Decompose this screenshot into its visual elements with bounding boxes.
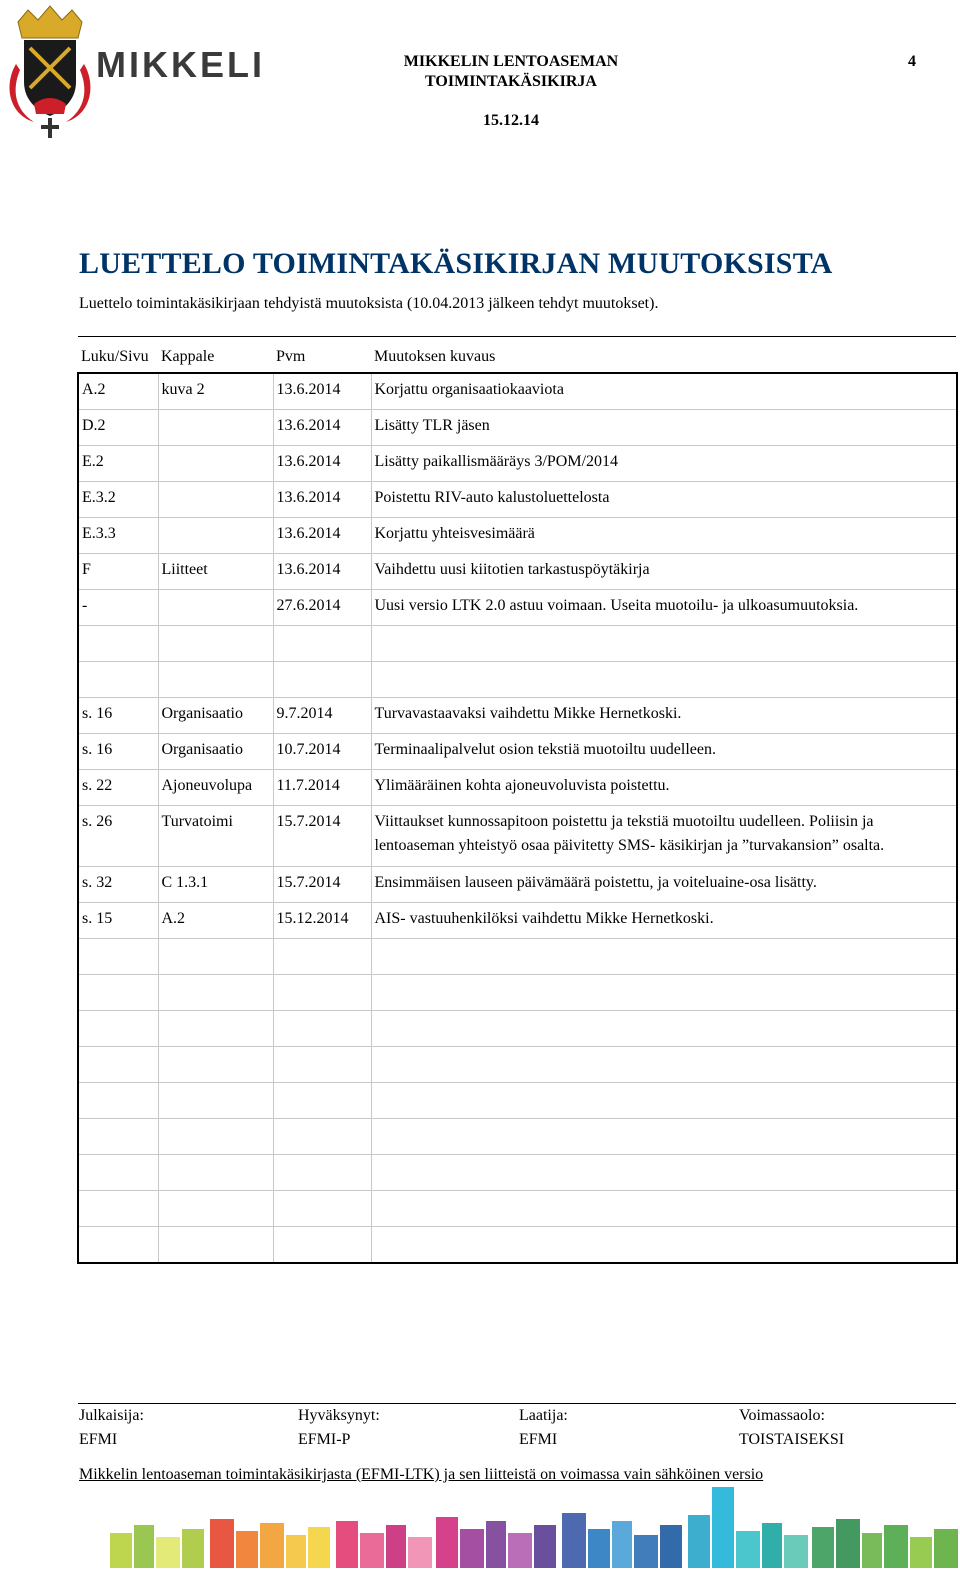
header-date: 15.12.14 <box>483 112 539 129</box>
cell-kuvaus: AIS- vastuuhenkilöksi vaihdettu Mikke Hernetkoski. <box>371 903 957 939</box>
cell-kuvaus: Poistettu RIV-auto kalustoluettelosta <box>371 482 957 518</box>
cell-pvm: 13.6.2014 <box>273 410 371 446</box>
cell-kappale: kuva 2 <box>158 373 273 410</box>
footer-value-julkaisija: EFMI <box>79 1431 118 1448</box>
cell-pvm <box>273 1155 371 1191</box>
cell-luku-sivu: s. 16 <box>78 734 158 770</box>
table-row <box>78 698 957 734</box>
cell-kuvaus <box>371 1191 957 1227</box>
cell-kuvaus: Turvavastaavaksi vaihdettu Mikke Hernetkoski. <box>371 698 957 734</box>
cell-kuvaus <box>371 1227 957 1264</box>
footer-label-julkaisija: Julkaisija: <box>79 1407 144 1424</box>
cell-kappale <box>158 410 273 446</box>
table-row <box>78 806 957 867</box>
cell-luku-sivu: D.2 <box>78 410 158 446</box>
cell-luku-sivu: s. 15 <box>78 903 158 939</box>
cell-pvm <box>273 1191 371 1227</box>
changes-table <box>77 372 958 1264</box>
cell-pvm: 15.7.2014 <box>273 867 371 903</box>
cell-kuvaus <box>371 939 957 975</box>
cell-luku-sivu <box>78 626 158 662</box>
cell-pvm: 9.7.2014 <box>273 698 371 734</box>
table-row <box>78 626 957 662</box>
cell-luku-sivu: A.2 <box>78 373 158 410</box>
cell-luku-sivu <box>78 1083 158 1119</box>
footer-label-voimassaolo: Voimassaolo: <box>739 1407 825 1424</box>
cell-luku-sivu: s. 16 <box>78 698 158 734</box>
table-row <box>78 590 957 626</box>
page-title: LUETTELO TOIMINTAKÄSIKIRJAN MUUTOKSISTA <box>79 247 833 280</box>
table-row <box>78 1119 957 1155</box>
cell-luku-sivu: F <box>78 554 158 590</box>
cell-kappale <box>158 1155 273 1191</box>
cell-luku-sivu <box>78 1155 158 1191</box>
cell-luku-sivu <box>78 1119 158 1155</box>
cell-pvm: 27.6.2014 <box>273 590 371 626</box>
table-row <box>78 518 957 554</box>
cell-pvm <box>273 626 371 662</box>
cell-kuvaus: Lisätty paikallismääräys 3/POM/2014 <box>371 446 957 482</box>
table-row <box>78 903 957 939</box>
cell-luku-sivu: E.2 <box>78 446 158 482</box>
footer-value-hyvaksynyt: EFMI-P <box>298 1431 351 1448</box>
cell-luku-sivu <box>78 662 158 698</box>
cell-luku-sivu: s. 26 <box>78 806 158 867</box>
cell-kuvaus: Lisätty TLR jäsen <box>371 410 957 446</box>
cell-kappale <box>158 446 273 482</box>
table-row <box>78 373 957 410</box>
table-row <box>78 554 957 590</box>
cell-luku-sivu: - <box>78 590 158 626</box>
cell-luku-sivu <box>78 1227 158 1264</box>
cell-pvm: 15.7.2014 <box>273 806 371 867</box>
cell-kappale <box>158 626 273 662</box>
cell-luku-sivu: s. 22 <box>78 770 158 806</box>
cell-kuvaus <box>371 626 957 662</box>
cell-pvm: 15.12.2014 <box>273 903 371 939</box>
cell-kuvaus: Korjattu yhteisvesimäärä <box>371 518 957 554</box>
cell-kappale <box>158 1047 273 1083</box>
cell-kappale <box>158 1191 273 1227</box>
cell-luku-sivu <box>78 1047 158 1083</box>
cell-pvm <box>273 1011 371 1047</box>
cell-pvm: 13.6.2014 <box>273 554 371 590</box>
table-row <box>78 975 957 1011</box>
cell-kappale <box>158 662 273 698</box>
cell-kappale <box>158 1227 273 1264</box>
table-row <box>78 482 957 518</box>
cell-pvm: 13.6.2014 <box>273 446 371 482</box>
column-header-kappale: Kappale <box>161 348 215 365</box>
header-title-line2: TOIMINTAKÄSIKIRJA <box>425 73 597 90</box>
cell-kappale <box>158 1119 273 1155</box>
table-row <box>78 734 957 770</box>
cell-kuvaus <box>371 662 957 698</box>
decorative-color-bars <box>110 1485 960 1568</box>
cell-kappale <box>158 1083 273 1119</box>
footer-note: Mikkelin lentoaseman toimintakäsikirjasta (EFMI-LTK) ja sen liitteistä on voimassa vain sähköinen versio <box>79 1466 764 1483</box>
page-number: 4 <box>908 53 916 70</box>
cell-kuvaus <box>371 1119 957 1155</box>
cell-pvm <box>273 939 371 975</box>
cell-luku-sivu <box>78 1011 158 1047</box>
cell-luku-sivu: E.3.2 <box>78 482 158 518</box>
cell-kuvaus <box>371 1083 957 1119</box>
table-row <box>78 939 957 975</box>
table-row <box>78 867 957 903</box>
cell-kuvaus: Korjattu organisaatiokaaviota <box>371 373 957 410</box>
cell-pvm <box>273 1119 371 1155</box>
cell-luku-sivu: s. 32 <box>78 867 158 903</box>
table-row <box>78 446 957 482</box>
cell-kuvaus <box>371 975 957 1011</box>
logo-wordmark: MIKKELI <box>96 44 265 85</box>
table-row <box>78 1155 957 1191</box>
cell-luku-sivu <box>78 1191 158 1227</box>
table-row <box>78 1083 957 1119</box>
table-row <box>78 770 957 806</box>
cell-kuvaus <box>371 1155 957 1191</box>
cell-kappale: Organisaatio <box>158 734 273 770</box>
table-row <box>78 1011 957 1047</box>
column-header-kuvaus: Muutoksen kuvaus <box>374 348 496 365</box>
cell-kappale <box>158 939 273 975</box>
cell-kuvaus <box>371 1011 957 1047</box>
footer-label-laatija: Laatija: <box>519 1407 568 1424</box>
cell-kuvaus: Ensimmäisen lauseen päivämäärä poistettu, ja voiteluaine-osa lisätty. <box>371 867 957 903</box>
table-row <box>78 410 957 446</box>
cell-kuvaus: Vaihdettu uusi kiitotien tarkastuspöytäkirja <box>371 554 957 590</box>
cell-pvm: 13.6.2014 <box>273 373 371 410</box>
page-subtitle: Luettelo toimintakäsikirjaan tehdyistä muutoksista (10.04.2013 jälkeen tehdyt muutokset). <box>79 295 659 312</box>
cell-pvm: 13.6.2014 <box>273 518 371 554</box>
cell-pvm: 10.7.2014 <box>273 734 371 770</box>
cell-kappale <box>158 1011 273 1047</box>
cell-luku-sivu <box>78 939 158 975</box>
cell-luku-sivu: E.3.3 <box>78 518 158 554</box>
table-row <box>78 662 957 698</box>
cell-kappale <box>158 975 273 1011</box>
table-row <box>78 1047 957 1083</box>
cell-kappale: C 1.3.1 <box>158 867 273 903</box>
cell-pvm <box>273 662 371 698</box>
cell-kappale <box>158 482 273 518</box>
footer-value-voimassaolo: TOISTAISEKSI <box>739 1431 845 1448</box>
cell-kappale <box>158 590 273 626</box>
table-row <box>78 1191 957 1227</box>
table-row <box>78 1227 957 1264</box>
cell-pvm <box>273 975 371 1011</box>
footer-label-hyvaksynyt: Hyväksynyt: <box>298 1407 380 1424</box>
cell-kappale: Organisaatio <box>158 698 273 734</box>
cell-kappale: Liitteet <box>158 554 273 590</box>
divider <box>78 336 956 337</box>
cell-pvm: 13.6.2014 <box>273 482 371 518</box>
cell-kappale: Turvatoimi <box>158 806 273 867</box>
cell-kappale: A.2 <box>158 903 273 939</box>
cell-kuvaus: Ylimääräinen kohta ajoneuvoluvista poistettu. <box>371 770 957 806</box>
mikkeli-coat-of-arms-logo <box>4 4 96 140</box>
column-header-pvm: Pvm <box>276 348 306 365</box>
cell-pvm <box>273 1083 371 1119</box>
cell-kuvaus: Terminaalipalvelut osion tekstiä muotoiltu uudelleen. <box>371 734 957 770</box>
cell-kuvaus: Uusi versio LTK 2.0 astuu voimaan. Useita muotoilu- ja ulkoasumuutoksia. <box>371 590 957 626</box>
cell-luku-sivu <box>78 975 158 1011</box>
cell-pvm <box>273 1047 371 1083</box>
footer-value-laatija: EFMI <box>519 1431 558 1448</box>
footer-divider <box>78 1403 956 1404</box>
cell-kappale <box>158 518 273 554</box>
cell-kappale: Ajoneuvolupa <box>158 770 273 806</box>
cell-kuvaus <box>371 1047 957 1083</box>
cell-pvm <box>273 1227 371 1264</box>
cell-kuvaus: Viittaukset kunnossapitoon poistettu ja tekstiä muotoiltu uudelleen. Poliisin ja lentoaseman yhteistyö osaa päivitetty SMS- käsikirjan ja ”turvakansion” osalta. <box>371 806 957 867</box>
cell-pvm: 11.7.2014 <box>273 770 371 806</box>
column-header-luku-sivu: Luku/Sivu <box>81 348 149 365</box>
header-title-line1: MIKKELIN LENTOASEMAN <box>403 53 619 70</box>
